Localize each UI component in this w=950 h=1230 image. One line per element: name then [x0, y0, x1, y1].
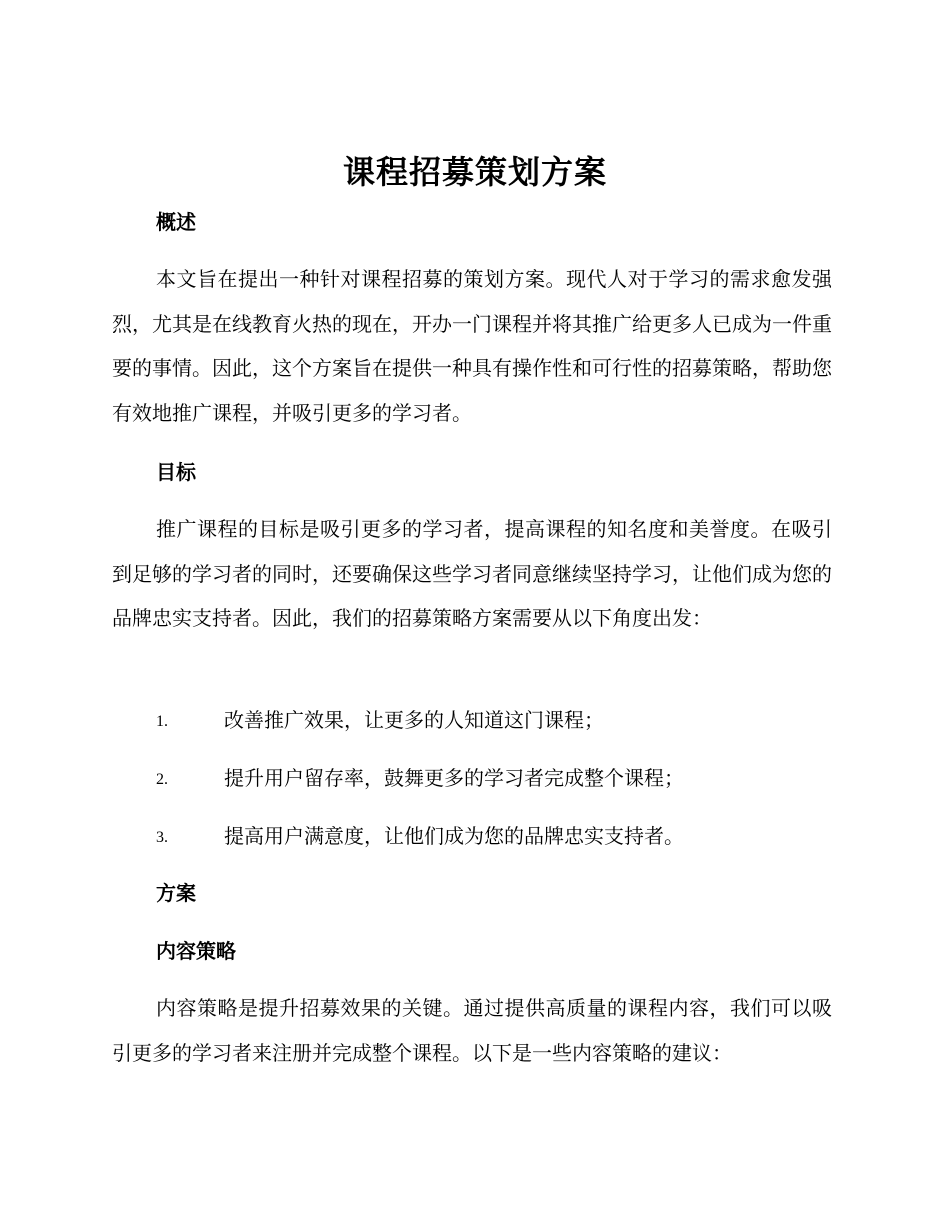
overview-paragraph: 本文旨在提出一种针对课程招募的策划方案。现代人对于学习的需求愈发强烈，尤其是在线教育火热的现在，开办一门课程并将其推广给更多人已成为一件重要的事情。因此，这个方案旨在提供一种具有操作性和可行性的招募策略，帮助您有效地推广课程，并吸引更多的学习者。: [112, 267, 832, 425]
section-heading-plan: 方案: [156, 881, 196, 905]
goals-paragraph: 推广课程的目标是吸引更多的学习者，提高课程的知名度和美誉度。在吸引到足够的学习者的同时，还要确保这些学习者同意继续坚持学习，让他们成为您的品牌忠实支持者。因此，我们的招募策略方案需要从以下角度出发：: [112, 517, 832, 630]
section-heading-content-strategy: 内容策略: [156, 939, 236, 963]
list-text: 提升用户留存率，鼓舞更多的学习者完成整个课程；: [224, 766, 684, 790]
section-heading-goals: 目标: [156, 460, 196, 484]
content-strategy-paragraph: 内容策略是提升招募效果的关键。通过提供高质量的课程内容，我们可以吸引更多的学习者来注册并完成整个课程。以下是一些内容策略的建议：: [112, 996, 832, 1065]
list-number: 1.: [156, 713, 168, 730]
list-text: 改善推广效果，让更多的人知道这门课程；: [224, 708, 604, 732]
list-text: 提高用户满意度，让他们成为您的品牌忠实支持者。: [224, 824, 684, 848]
list-number: 2.: [156, 771, 168, 788]
document-title: 课程招募策划方案: [342, 153, 607, 191]
list-number: 3.: [156, 829, 168, 846]
section-heading-overview: 概述: [156, 210, 196, 234]
